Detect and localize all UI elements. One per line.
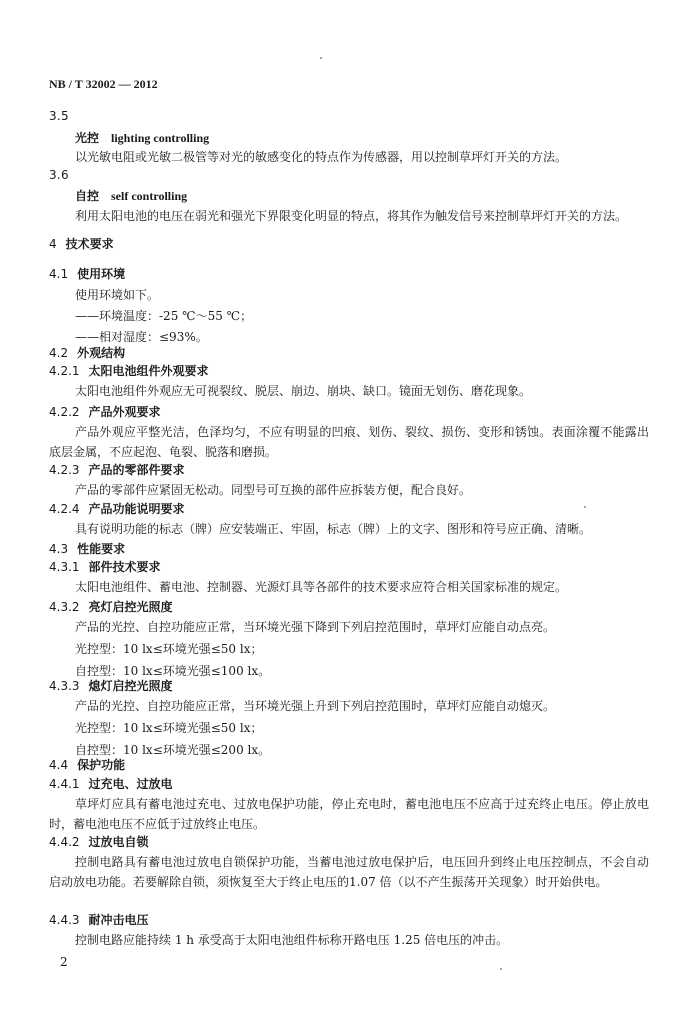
- clause-heading: [49, 558, 649, 575]
- clause-4-2-2: [49, 403, 649, 462]
- clause-number: 3.5: [49, 109, 69, 123]
- clause-number: 4.4: [49, 758, 69, 772]
- clause-title: 保护功能: [77, 758, 126, 772]
- clause-number: 4.2.3: [49, 463, 80, 477]
- clause-number: 4.4.3: [49, 913, 80, 927]
- clause-heading: [49, 265, 649, 282]
- term-en: self controlling: [111, 189, 188, 203]
- clause-heading: [49, 461, 649, 478]
- clause-number: 4.2: [49, 346, 69, 360]
- clause-heading: [49, 775, 649, 792]
- clause-title: 过放电自锁: [88, 835, 149, 849]
- clause-title: 过充电、过放电: [88, 777, 173, 791]
- clause-number: 4.3.3: [49, 679, 80, 693]
- section-4-heading: [49, 235, 649, 252]
- clause-text: 产品外观应平整光洁，色泽均匀，不应有明显的凹痕、划伤、裂纹、损伤、变形和锈蚀。表面涂覆不能露出底层金属，不应起泡、龟裂、脱落和磨损。: [49, 425, 649, 459]
- term-definition: 利用太阳电池的电压在弱光和强光下界限变化明显的特点，将其作为触发信号来控制草坪灯开关的方法。: [75, 209, 628, 223]
- clause-4-3-heading: [49, 540, 649, 557]
- clause-text: 草坪灯应具有蓄电池过充电、过放电保护功能，停止充电时，蓄电池电压不应高于过充终止电压。停止放电时，蓄电池电压不应低于过放终止电压。: [49, 797, 649, 831]
- list-item: ——相对湿度：≤93%。: [75, 330, 208, 344]
- list-item: 光控型：10 lx≤环境光强≤50 lx；: [75, 721, 263, 735]
- clause-number: 4.3.1: [49, 560, 80, 574]
- clause-text: 产品的光控、自控功能应正常，当环境光强下降到下列启控范围时，草坪灯应能自动点亮。: [75, 620, 556, 634]
- clause-title: 亮灯启控光照度: [88, 600, 173, 614]
- clause-number: 4.2.4: [49, 502, 80, 516]
- scan-speck: [584, 506, 586, 508]
- clause-number: 4.4.1: [49, 777, 80, 791]
- clause-4-2-1: [49, 362, 649, 401]
- clause-4-4-2: [49, 833, 649, 892]
- scan-speck: [320, 57, 322, 59]
- clause-title: 熄灯启控光照度: [88, 679, 173, 693]
- term-en: lighting controlling: [111, 131, 210, 145]
- clause-4-1: [49, 265, 649, 345]
- scan-speck: [500, 968, 502, 970]
- clause-title: 部件技术要求: [88, 560, 161, 574]
- section-number: 4: [49, 237, 57, 251]
- term-heading: [49, 129, 649, 146]
- term-zh: 光控: [75, 131, 100, 145]
- section-title: 技术要求: [65, 237, 114, 251]
- clause-title: 外观结构: [77, 346, 126, 360]
- clause-heading: [49, 362, 649, 379]
- standard-header: NB / T 32002 — 2012: [49, 77, 158, 91]
- clause-intro: 使用环境如下。: [75, 288, 160, 302]
- clause-3-5: [49, 109, 649, 167]
- clause-4-2-heading: [49, 344, 649, 361]
- clause-number: 4.4.2: [49, 835, 80, 849]
- term-definition: 以光敏电阻或光敏二极管等对光的敏感变化的特点作为传感器，用以控制草坪灯开关的方法。: [75, 150, 568, 164]
- clause-title: 产品的零部件要求: [88, 463, 185, 477]
- clause-heading: [49, 677, 649, 694]
- term-heading: [49, 187, 649, 204]
- clause-title: 产品功能说明要求: [88, 502, 185, 516]
- clause-title: 耐冲击电压: [88, 913, 149, 927]
- clause-4-3-3: [49, 677, 649, 758]
- clause-heading: [49, 500, 649, 517]
- clause-text: 太阳电池组件、蓄电池、控制器、光源灯具等各部件的技术要求应符合相关国家标准的规定。: [75, 580, 568, 594]
- list-item: 光控型：10 lx≤环境光强≤50 lx；: [75, 642, 263, 656]
- clause-4-2-3: [49, 461, 649, 500]
- clause-4-3-1: [49, 558, 649, 597]
- list-item: 自控型：10 lx≤环境光强≤200 lx。: [75, 743, 271, 757]
- clause-text: 产品的光控、自控功能应正常，当环境光强上升到下列启控范围时，草坪灯应能自动熄灭。: [75, 699, 556, 713]
- clause-number: 4.3.2: [49, 600, 80, 614]
- clause-text: 产品的零部件应紧固无松动。同型号可互换的部件应拆装方便，配合良好。: [75, 483, 472, 497]
- clause-title: 性能要求: [77, 542, 126, 556]
- page-number: 2: [60, 955, 68, 969]
- clause-4-4-3: [49, 911, 649, 950]
- clause-title: 产品外观要求: [88, 405, 161, 419]
- clause-heading: [49, 403, 649, 420]
- clause-number: 3.6: [49, 168, 69, 182]
- list-item: ——环境温度：-25 ℃～55 ℃；: [75, 309, 253, 323]
- clause-number: 4.3: [49, 542, 69, 556]
- clause-number: 4.2.1: [49, 364, 80, 378]
- clause-4-4-heading: [49, 756, 649, 773]
- clause-4-3-2: [49, 598, 649, 679]
- clause-text: 控制电路应能持续 1 h 承受高于太阳电池组件标称开路电压 1.25 倍电压的冲击。: [75, 933, 509, 947]
- clause-title: 使用环境: [77, 267, 126, 281]
- clause-text: 太阳电池组件外观应无可视裂纹、脱层、崩边、崩块、缺口。镜面无划伤、磨花现象。: [75, 384, 532, 398]
- list-item: 自控型：10 lx≤环境光强≤100 lx。: [75, 664, 271, 678]
- clause-heading: [49, 598, 649, 615]
- clause-3-6: [49, 168, 649, 226]
- clause-heading: [49, 833, 649, 850]
- clause-number: 4.2.2: [49, 405, 80, 419]
- clause-heading: [49, 911, 649, 928]
- clause-text: 控制电路具有蓄电池过放电自锁保护功能，当蓄电池过放电保护后，电压回升到终止电压控制点，不会自动启动放电功能。若要解除自锁，须恢复至大于终止电压的1.07 倍（以不产生振荡开关现象）时开始供电。: [49, 855, 649, 889]
- clause-number: 4.1: [49, 267, 69, 281]
- clause-4-2-4: [49, 500, 649, 539]
- term-zh: 自控: [75, 189, 100, 203]
- clause-text: 具有说明功能的标志（牌）应安装端正、牢固，标志（牌）上的文字、图形和符号应正确、清晰。: [75, 522, 592, 536]
- clause-4-4-1: [49, 775, 649, 834]
- clause-title: 太阳电池组件外观要求: [88, 364, 209, 378]
